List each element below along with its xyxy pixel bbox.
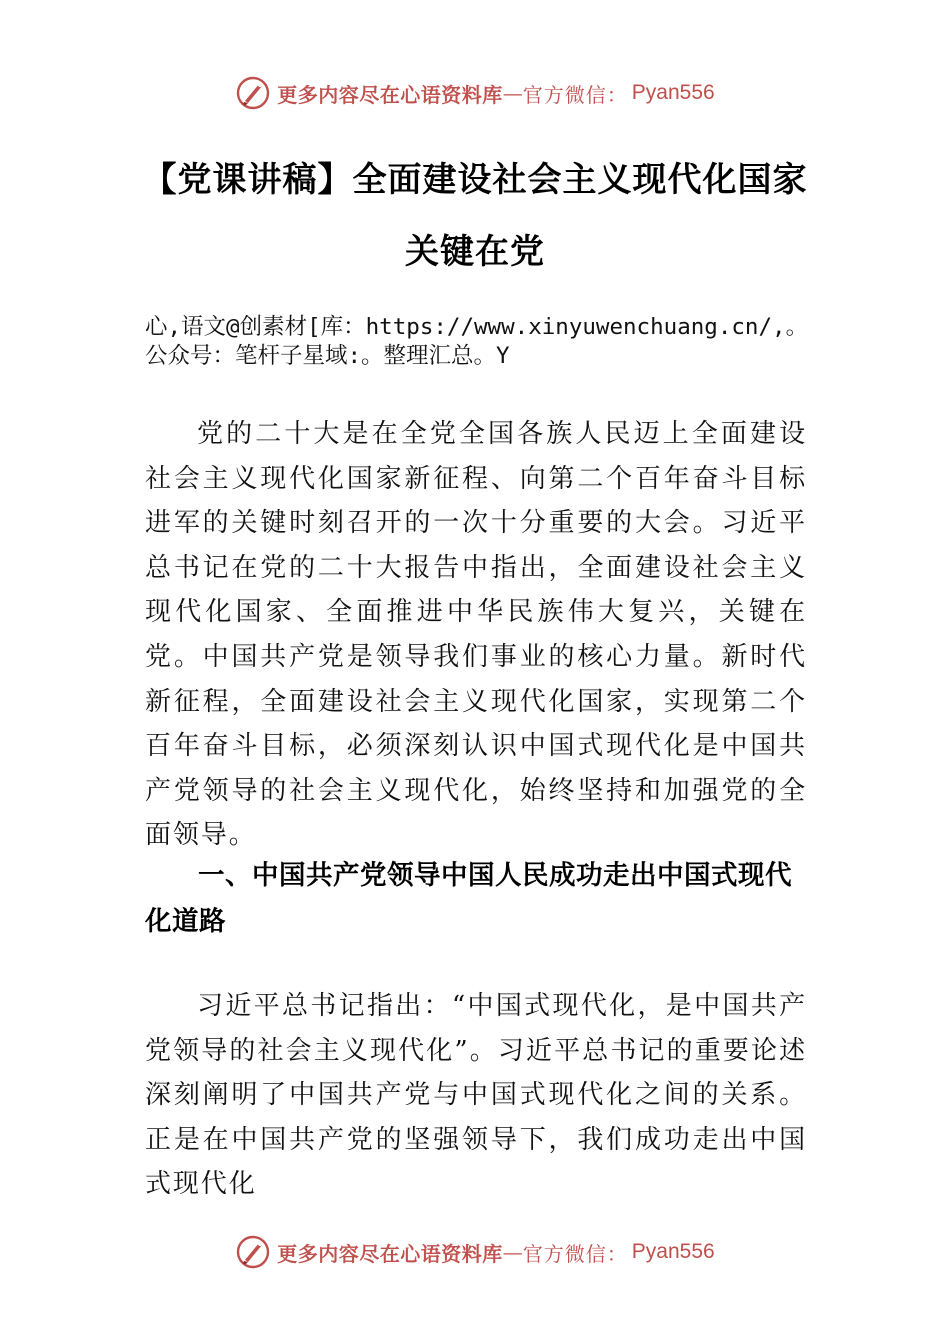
banner-wechat-id: Pyan556 (631, 81, 715, 104)
body-paragraph-2: 习近平总书记指出：“中国式现代化，是中国共产党领导的社会主义现代化”。习近平总书记的重要论述深刻阐明了中国共产党与中国式现代化之间的关系。正是在中国共产党的坚强领导下，我们成功走出中国式现代化 (145, 991, 807, 1200)
section-heading-1: 一、中国共产党领导中国人民成功走出中国式现代化道路 (145, 860, 792, 937)
header-banner (0, 73, 950, 113)
body-paragraph-1: 党的二十大是在全党全国各族人民迈上全面建设社会主义现代化国家新征程、向第二个百年奋斗目标进军的关键时刻召开的一次十分重要的大会。习近平总书记在党的二十大报告中指出，全面建设社会主义现代化国家、全面推进中华民族伟大复兴，关键在党。中国共产党是领导我们事业的核心力量。新时代新征程，全面建设社会主义现代化国家，实现第二个百年奋斗目标，必须深刻认识中国式现代化是中国共产党领导的社会主义现代化，始终坚持和加强党的全面领导。 (145, 419, 807, 851)
source-line-2: 公众号：笔杆子星域:。整理汇总。Y (145, 343, 510, 369)
footer-banner (0, 1232, 950, 1272)
brush-logo-icon (235, 1234, 271, 1270)
page-title-line-2: 关键在党 (405, 232, 545, 272)
banner-separator: — (502, 81, 523, 105)
banner-wechat-id: Pyan556 (631, 1240, 715, 1263)
source-line-1: 心,语文@创素材[库：https://www.xinyuwenchuang.cn/,。 (145, 314, 809, 340)
banner-brand-text: 更多内容尽在心语资料库 (277, 1241, 503, 1266)
brush-logo-icon (235, 75, 271, 111)
page-title-line-1: 【党课讲稿】全面建设社会主义现代化国家 (142, 160, 808, 200)
banner-wechat-label: 官方微信： (522, 1241, 628, 1266)
banner-separator: — (502, 1240, 523, 1264)
banner-wechat-label: 官方微信： (522, 82, 628, 107)
banner-brand-text: 更多内容尽在心语资料库 (277, 82, 503, 107)
